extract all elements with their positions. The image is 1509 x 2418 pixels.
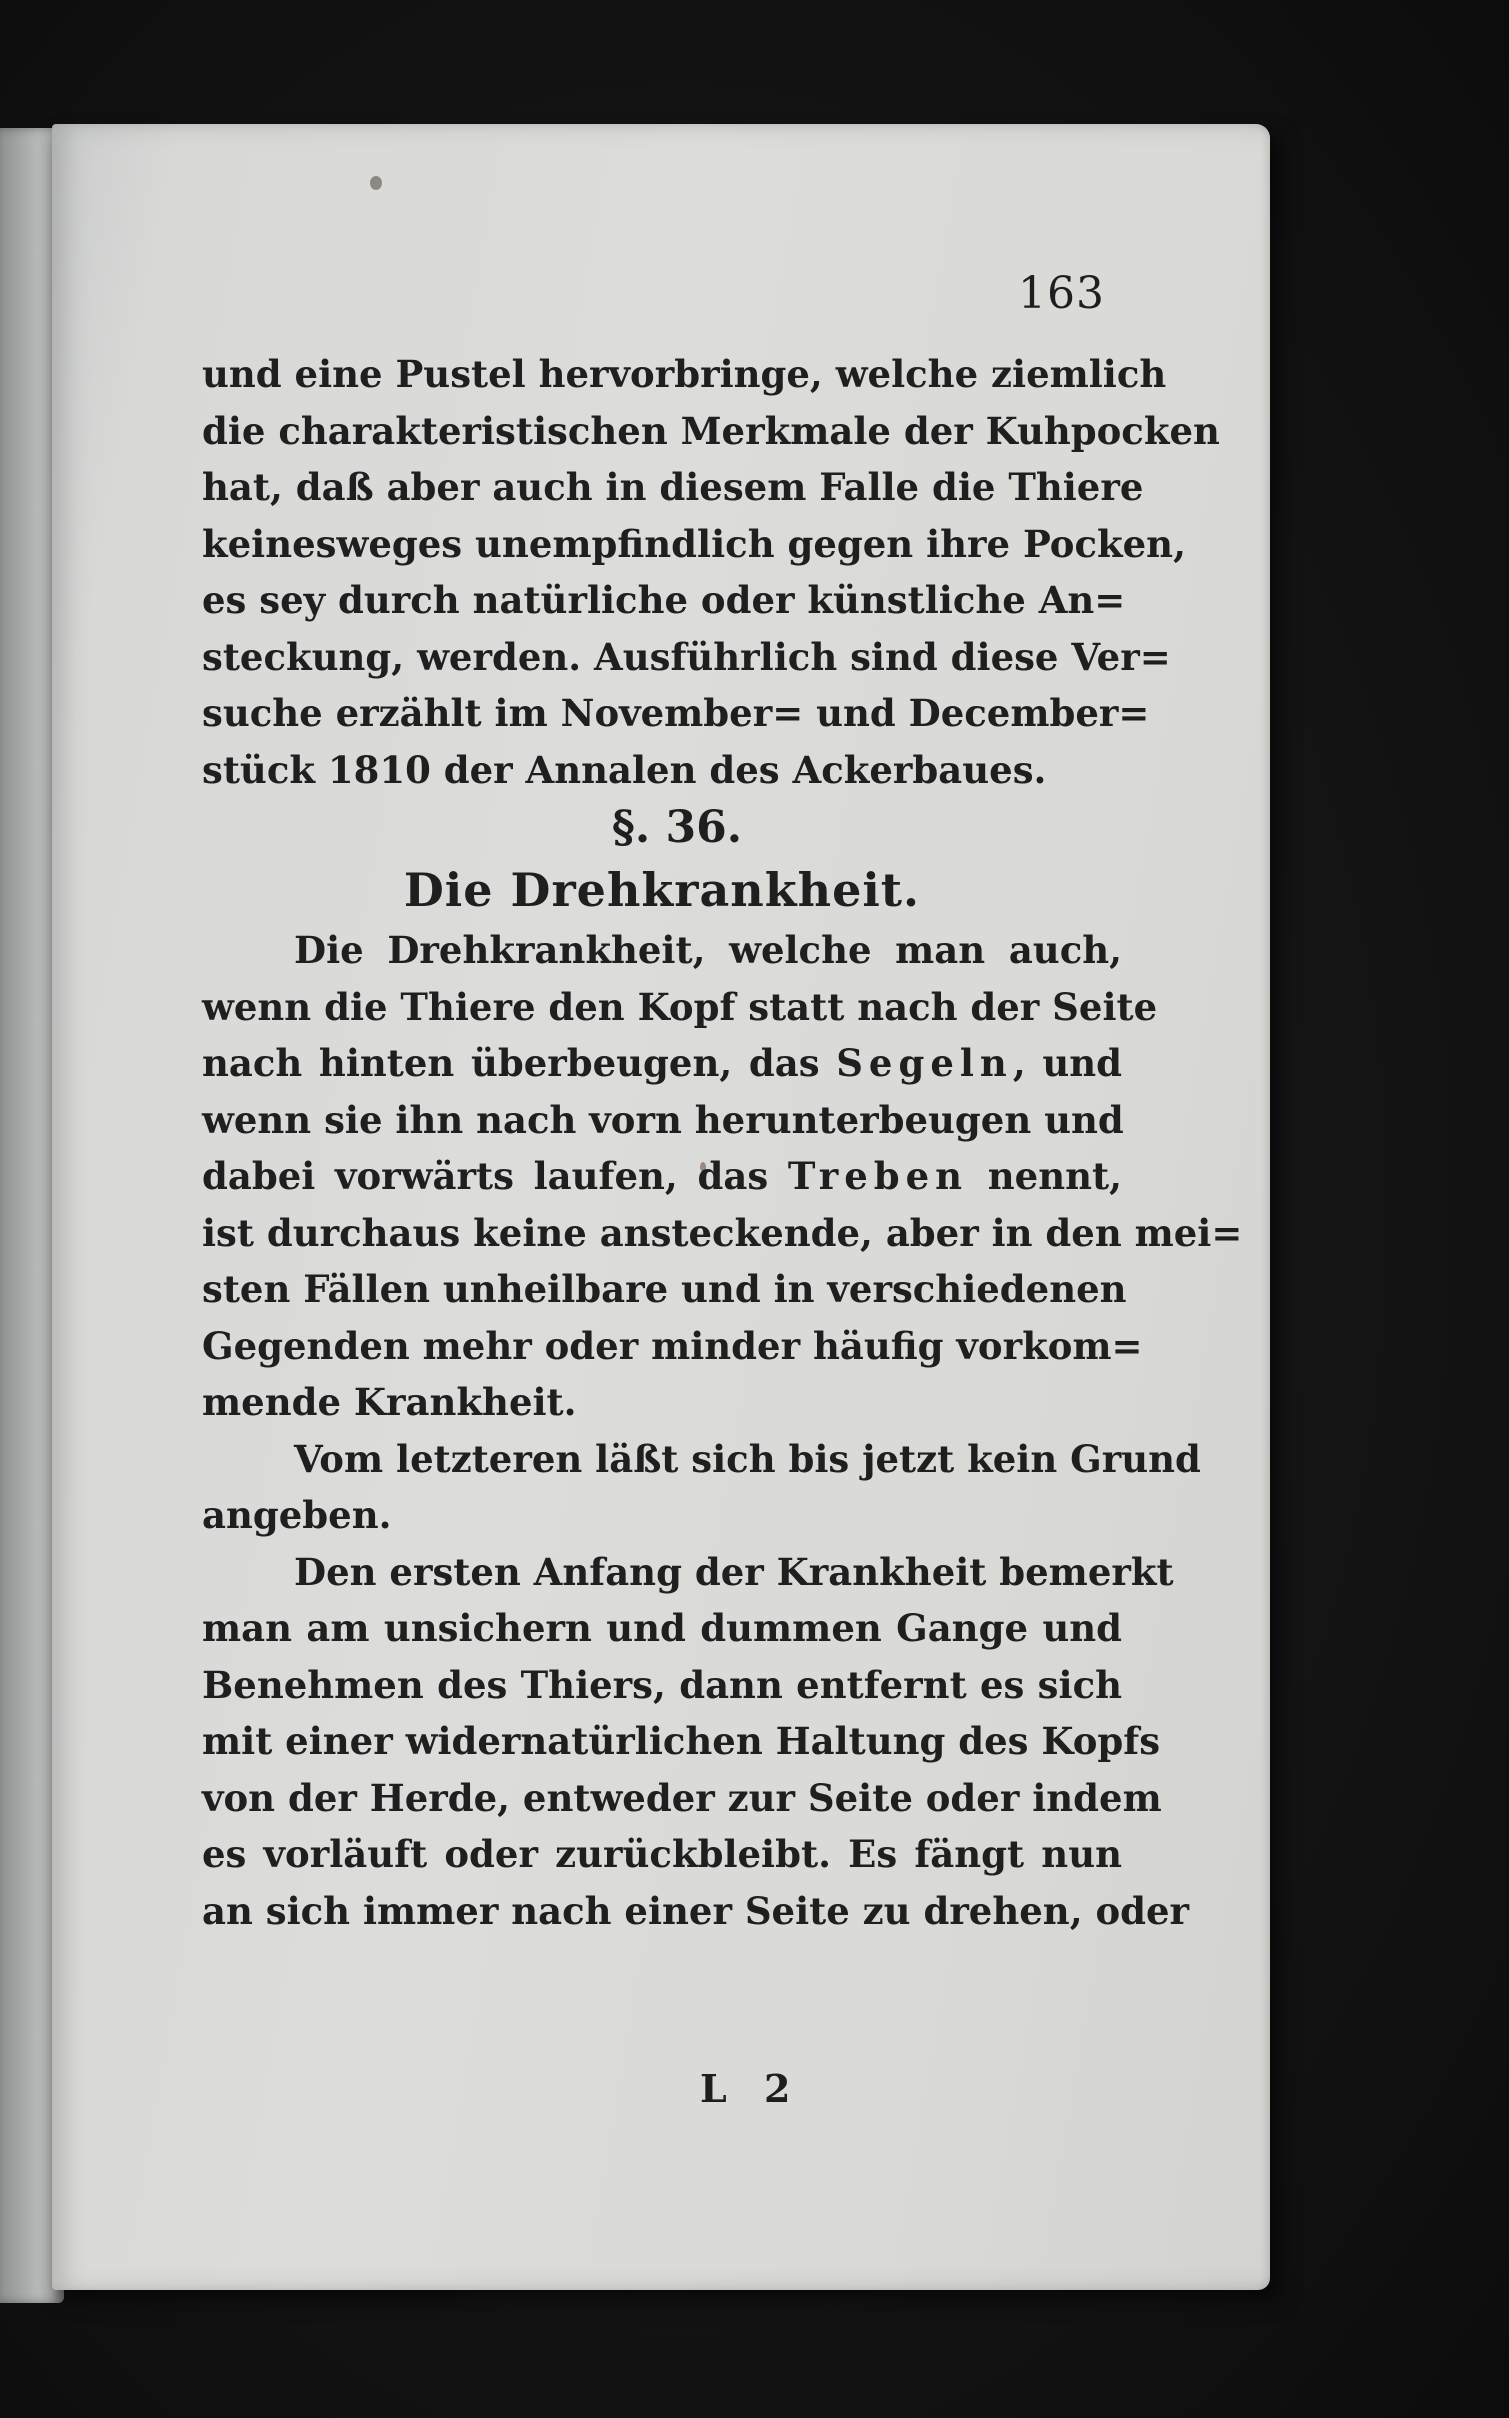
- text-line: stück 1810 der Annalen des Ackerbaues.: [202, 747, 1047, 792]
- text-line: und eine Pustel hervorbringe, welche ziemlich: [202, 352, 1167, 396]
- text-line: es sey durch natürliche oder künstliche An=: [202, 578, 1126, 622]
- text-line: mit einer widernatürlichen Haltung des Kopfs: [202, 1719, 1161, 1763]
- text-line: mende Krankheit.: [202, 1380, 577, 1424]
- text-line: man am unsichern und dummen Gange und: [202, 1606, 1122, 1650]
- text-line: Vom letzteren läßt sich bis jetzt kein Grund: [294, 1436, 1201, 1481]
- text-line: [202, 1035, 1122, 1092]
- text-line: Benehmen des Thiers, dann entfernt es sich: [202, 1662, 1122, 1707]
- text-line: suche erzählt im November= und December=: [202, 691, 1150, 735]
- ink-spot: [370, 176, 382, 190]
- page-text: [202, 346, 1243, 1939]
- text-fragment: nennt,: [987, 1154, 1122, 1198]
- text-line: sten Fällen unheilbare und in verschiedenen: [202, 1267, 1127, 1311]
- emphasized-term: Treben: [787, 1154, 969, 1198]
- text-line: Gegenden mehr oder minder häufig vorkom=: [202, 1323, 1143, 1368]
- signature-mark: L 2: [700, 2066, 803, 2111]
- section-number: §. 36.: [611, 802, 743, 853]
- section-title: Die Drehkrankheit.: [403, 863, 921, 917]
- text-line: es vorläuft oder zurückbleibt. Es fängt nun: [202, 1832, 1122, 1876]
- text-line: wenn sie ihn nach vorn herunterbeugen und: [202, 1097, 1124, 1142]
- text-line: steckung, werden. Ausführlich sind diese Ver=: [202, 634, 1171, 679]
- text-line: ist durchaus keine ansteckende, aber in den mei=: [202, 1210, 1243, 1255]
- text-line: von der Herde, entweder zur Seite oder indem: [202, 1775, 1162, 1820]
- text-line: an sich immer nach einer Seite zu drehen, oder: [202, 1888, 1190, 1933]
- emphasized-term: Segeln: [836, 1041, 1013, 1085]
- text-line: wenn die Thiere den Kopf statt nach der Seite: [202, 984, 1158, 1029]
- book-page: [52, 124, 1270, 2290]
- page-number: 163: [1018, 268, 1105, 319]
- text-line: hat, daß aber auch in diesem Falle die Thiere: [202, 465, 1144, 509]
- text-fragment: dabei vorwärts laufen, das: [202, 1154, 769, 1198]
- text-fragment: , und: [1012, 1041, 1123, 1085]
- text-line: Den ersten Anfang der Krankheit bemerkt: [294, 1549, 1174, 1594]
- text-line: Die Drehkrankheit, welche man auch,: [294, 928, 1122, 972]
- text-line: keinesweges unempfindlich gegen ihre Pocken,: [202, 521, 1186, 566]
- text-line: [202, 1148, 1122, 1205]
- text-fragment: nach hinten überbeugen, das: [202, 1041, 820, 1085]
- text-line: die charakteristischen Merkmale der Kuhpocken: [202, 408, 1220, 453]
- text-line: angeben.: [202, 1493, 392, 1537]
